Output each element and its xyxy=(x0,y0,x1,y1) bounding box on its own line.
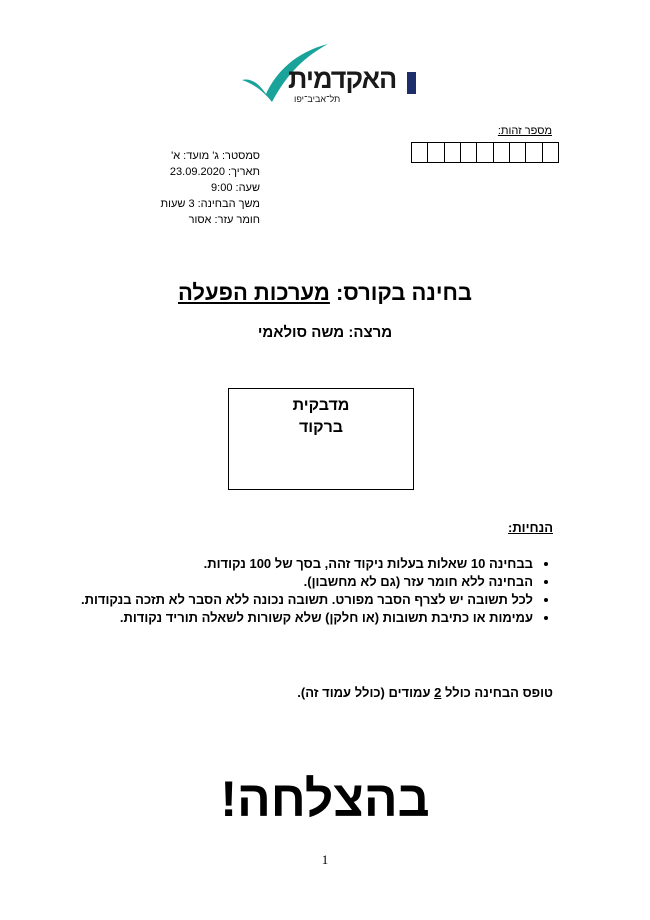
barcode-line1: מדבקית xyxy=(292,397,350,414)
lecturer: מרצה: משה סולאמי xyxy=(257,324,393,341)
id-digit-box[interactable] xyxy=(510,143,526,162)
instruction-item: • הבחינה ללא חומר עזר (גם לא מחשבון). xyxy=(73,574,533,590)
instructions-label: הנחיות: xyxy=(508,520,553,535)
pages-note-before: טופס הבחינה כולל xyxy=(444,685,553,700)
logo-name: האקדמית xyxy=(288,64,397,94)
instruction-item: • בבחינה 10 שאלות בעלות ניקוד זהה, בסך של 100 נקודות. xyxy=(73,556,533,572)
exam-date: תאריך: 23.09.2020 xyxy=(169,166,260,178)
logo-subtitle: תל־אביב־יפו xyxy=(294,94,341,104)
barcode-line2: ברקוד xyxy=(298,419,344,436)
allowed-material: חומר עזר: אסור xyxy=(188,214,260,226)
exam-title xyxy=(0,280,650,306)
academic-logo xyxy=(236,42,418,106)
id-digit-box[interactable] xyxy=(494,143,510,162)
page-number: 1 xyxy=(321,852,329,867)
id-digit-box[interactable] xyxy=(526,143,542,162)
id-digit-box[interactable] xyxy=(461,143,477,162)
exam-time: שעה: 9:00 xyxy=(211,182,260,194)
pages-count: 2 xyxy=(434,685,442,700)
instruction-item: • לכל תשובה יש לצרף הסבר מפורט. תשובה נכונה ללא הסבר לא תזכה בנקודות. xyxy=(73,592,533,608)
course-name: מערכות הפעלה xyxy=(178,280,330,305)
semester: סמסטר: ג' מועד: א' xyxy=(171,150,260,162)
title-prefix: בחינה בקורס: xyxy=(336,280,472,305)
instructions-list xyxy=(73,556,553,628)
id-number-boxes[interactable] xyxy=(411,142,559,163)
pages-note-after: עמודים (כולל עמוד זה). xyxy=(297,685,431,700)
id-digit-box[interactable] xyxy=(412,143,428,162)
good-luck: בהצלחה! xyxy=(220,771,430,827)
id-digit-box[interactable] xyxy=(445,143,461,162)
pages-note xyxy=(297,685,553,700)
id-digit-box[interactable] xyxy=(543,143,558,162)
logo-bar xyxy=(407,72,416,94)
id-number-label: מספר זהות: xyxy=(497,125,552,137)
barcode-sticker-box xyxy=(228,388,414,490)
instruction-item: • עמימות או כתיבת תשובות (או חלקן) שלא קשורות לשאלה תוריד נקודות. xyxy=(73,610,533,626)
exam-duration: משך הבחינה: 3 שעות xyxy=(160,198,260,210)
id-digit-box[interactable] xyxy=(428,143,444,162)
id-digit-box[interactable] xyxy=(477,143,493,162)
exam-meta xyxy=(160,148,260,228)
